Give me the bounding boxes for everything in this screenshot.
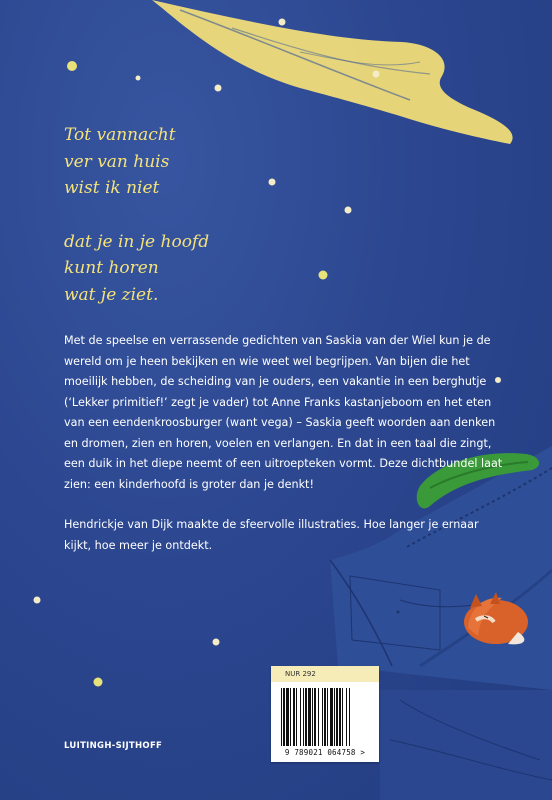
barcode-bar <box>305 688 307 746</box>
barcode-bar <box>349 688 350 746</box>
poem-line: Tot vannacht <box>64 125 176 145</box>
barcode-bar <box>296 688 297 746</box>
barcode-bar <box>281 688 282 746</box>
barcode-bar <box>308 688 311 746</box>
poem-line: dat je in je hoofd <box>64 231 210 252</box>
barcode-bar <box>324 688 326 746</box>
barcode-bar <box>330 688 333 746</box>
nur-code: NUR 292 <box>271 666 379 682</box>
barcode-label <box>271 666 379 762</box>
barcode-bar <box>336 688 338 746</box>
barcode-bar <box>346 688 347 746</box>
blurb <box>64 331 504 556</box>
poem-line: wist ik niet <box>64 178 160 198</box>
barcode-bar <box>303 688 304 746</box>
blurb-paragraph: Met de speelse en verrassende gedichten van Saskia van der Wiel kun je de wereld om je heen bekijken en wie weet wel begrijpen. Van bijen die het moeilijk hebben, de scheiding van je ouders, een vakantie in een berghutje (‘Lekker primitief!’ zegt je vader) tot Anne Franks kastanjeboom en het eten van een eendenkroosburger (want vega) – Saskia geeft woorden aan denken en dromen, zien en horen, voelen en verlangen. En dat in een taal die zingt, een duik in het diepe neemt of een uitroepteken vormt. Deze dichtbundel laat zien: een kinderhoofd is groter dan je denkt! <box>64 334 503 491</box>
barcode-bar <box>300 688 301 746</box>
barcode-bar <box>314 688 316 746</box>
publisher-logo: LUITINGH-SIJTHOFF <box>64 741 163 751</box>
barcode-bar <box>293 688 295 746</box>
illustrator-credit: Hendrickje van Dijk maakte de sfeervolle illustraties. Hoe langer je ernaar kijkt, hoe meer je ontdekt. <box>64 518 479 552</box>
poem-line: kunt horen <box>64 258 159 278</box>
poem-line: ver van huis <box>64 151 170 172</box>
barcode-bar <box>322 688 323 746</box>
barcode-bar <box>339 688 341 746</box>
barcode-bar <box>290 688 291 746</box>
isbn-number: 9 789021 064758 > <box>284 748 366 757</box>
barcode-bar <box>342 688 343 746</box>
barcode-bar <box>283 688 285 746</box>
poem-line: wat je ziet. <box>64 284 159 305</box>
barcode-bar <box>334 688 335 746</box>
barcode-bars <box>279 688 371 746</box>
barcode-bar <box>312 688 313 746</box>
poem <box>64 122 209 308</box>
barcode-bar <box>327 688 328 746</box>
barcode-bar <box>318 688 319 746</box>
barcode-bar <box>286 688 289 746</box>
